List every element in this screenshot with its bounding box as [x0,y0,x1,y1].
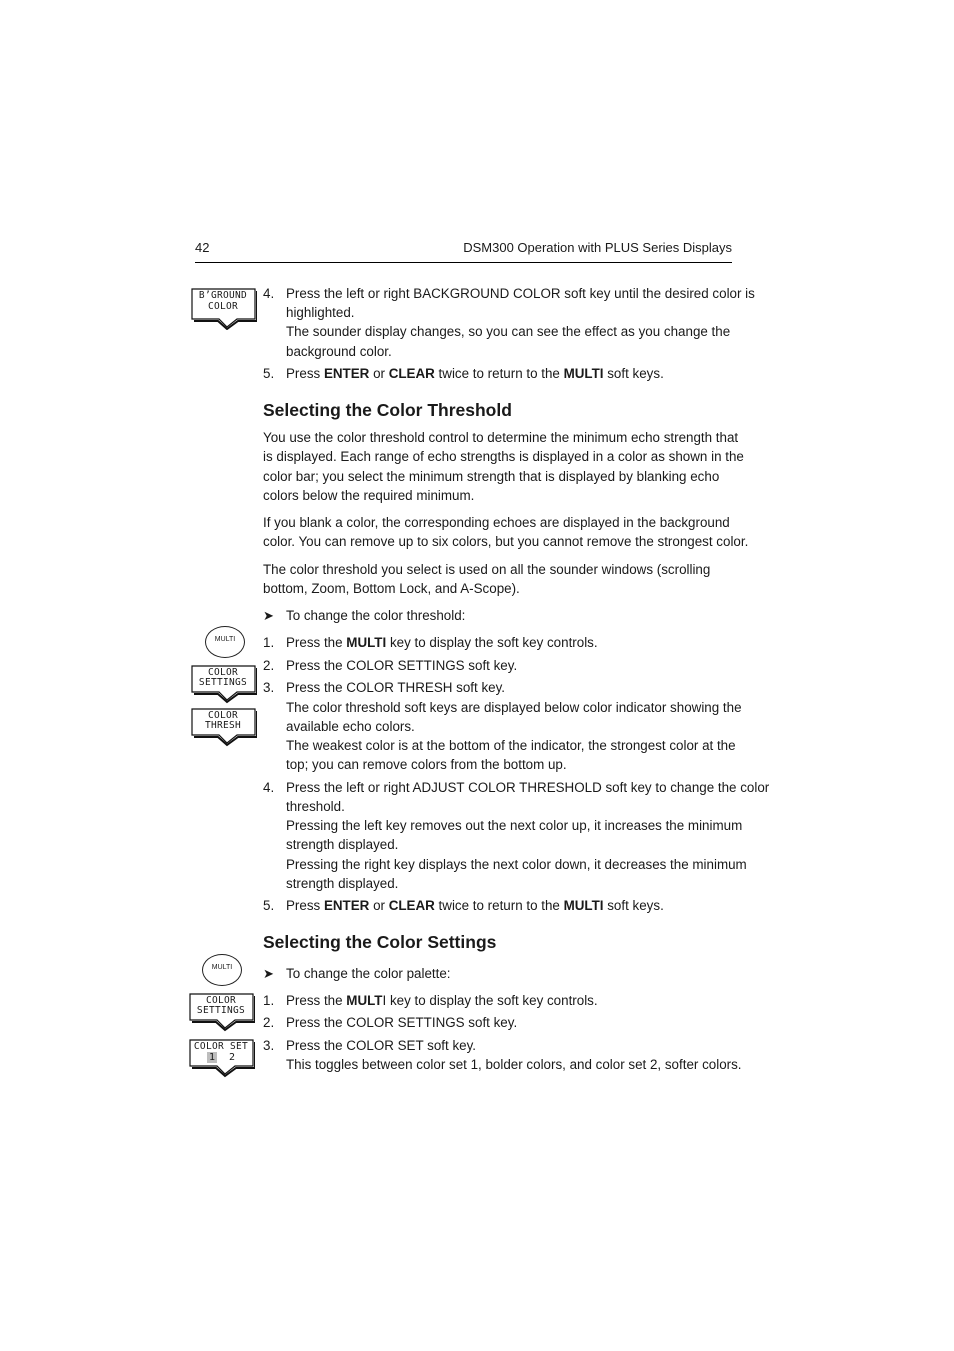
body-text: available echo colors. [286,719,415,734]
multi-key-label: MULTI [346,635,387,650]
color-set-2: 2 [229,1052,236,1063]
softkey-label: COLOR [207,301,239,312]
body-text: The sounder display changes, so you can see the effect as you change the [286,324,731,339]
step-number: 3. [263,680,275,695]
step-number: 1. [263,635,275,650]
color-settings-softkey-icon [189,993,255,1035]
step-number: 1. [263,993,275,1008]
body-text: Press the COLOR SETTINGS soft key. [286,658,518,673]
enter-key-label: ENTER [323,366,370,381]
body-text: Press the COLOR SET soft key. [286,1038,477,1053]
body-text: strength displayed. [286,876,399,891]
step-number: 2. [263,1015,275,1030]
body-text: threshold. [286,799,345,814]
multi-key-label: MULTI [563,898,604,913]
softkey-label: COLOR SET [193,1041,249,1052]
softkey-label: SETTINGS [196,1005,246,1016]
step-number: 2. [263,658,275,673]
step-number: 4. [263,780,275,795]
body-text: The weakest color is at the bottom of the indicator, the strongest color at the [286,738,736,753]
running-title: DSM300 Operation with PLUS Series Displays [463,240,732,255]
color-set-digits [189,1052,253,1063]
bground-color-softkey-icon [191,288,257,330]
color-settings-softkey-icon [191,665,257,707]
body-text: This toggles between color set 1, bolder colors, and color set 2, softer colors. [286,1057,742,1072]
section-heading-color-settings: Selecting the Color Settings [263,932,497,952]
softkey-label: B’GROUND [198,290,248,301]
color-thresh-softkey-icon [191,708,257,750]
body-text: is displayed. Each range of echo strengths is displayed in a color as shown in the [263,449,744,464]
body-text: Press the COLOR THRESH soft key. [286,680,506,695]
body-text: Pressing the right key displays the next color down, it decreases the minimum [286,857,747,872]
page-header [195,238,732,263]
body-text: Press ENTER or CLEAR twice to return to the MULTI soft keys. [286,366,664,381]
multi-key-label: MULTI [563,366,604,381]
body-text: The color threshold you select is used on all the sounder windows (scrolling [263,562,711,577]
softkey-label: SETTINGS [198,677,248,688]
body-text: strength displayed. [286,837,399,852]
page-number: 42 [195,240,210,255]
body-text: color bar; you select the minimum strength that is displayed by blanking echo [263,469,720,484]
body-text: colors below the required minimum. [263,488,475,503]
enter-key-label: ENTER [323,898,370,913]
step-number: 5. [263,898,275,913]
section-heading-color-threshold: Selecting the Color Threshold [263,400,512,420]
body-text: background color. [286,344,392,359]
body-text: Press the COLOR SETTINGS soft key. [286,1015,518,1030]
task-text: To change the color palette: [286,966,451,981]
body-text: Press ENTER or CLEAR twice to return to the MULTI soft keys. [286,898,664,913]
multi-key-icon: MULTI [202,954,242,986]
body-text: Press the MULTI key to display the soft key controls. [286,993,598,1008]
clear-key-label: CLEAR [388,366,435,381]
body-text: highlighted. [286,305,355,320]
softkey-label: COLOR [207,710,239,721]
body-text: You use the color threshold control to determine the minimum echo strength that [263,430,739,445]
body-text: bottom, Zoom, Bottom Lock, and A-Scope). [263,581,520,596]
softkey-label: THRESH [204,720,242,731]
body-text: If you blank a color, the corresponding echoes are displayed in the background [263,515,730,530]
body-text: Pressing the left key removes out the next color up, it increases the minimum [286,818,743,833]
body-text: Press the MULTI key to display the soft key controls. [286,635,598,650]
body-text: Press the left or right BACKGROUND COLOR soft key until the desired color is [286,286,755,301]
body-text: top; you can remove colors from the bottom up. [286,757,567,772]
task-text: To change the color threshold: [286,608,466,623]
body-text: Press the left or right ADJUST COLOR THRESHOLD soft key to change the color [286,780,770,795]
softkey-label: COLOR [205,995,237,1006]
body-text: color. You can remove up to six colors, but you cannot remove the strongest color. [263,534,749,549]
softkey-label: COLOR [207,667,239,678]
color-set-1-selected: 1 [208,1052,215,1063]
step-number: 4. [263,286,275,301]
arrow-icon: ➤ [263,608,274,623]
multi-key-icon: MULTI [205,626,245,658]
color-set-softkey-icon [189,1039,255,1081]
step-number: 5. [263,366,275,381]
body-text: The color threshold soft keys are displayed below color indicator showing the [286,700,742,715]
arrow-icon: ➤ [263,966,274,981]
multi-key-label: MULT [346,993,383,1008]
clear-key-label: CLEAR [388,898,435,913]
step-number: 3. [263,1038,275,1053]
